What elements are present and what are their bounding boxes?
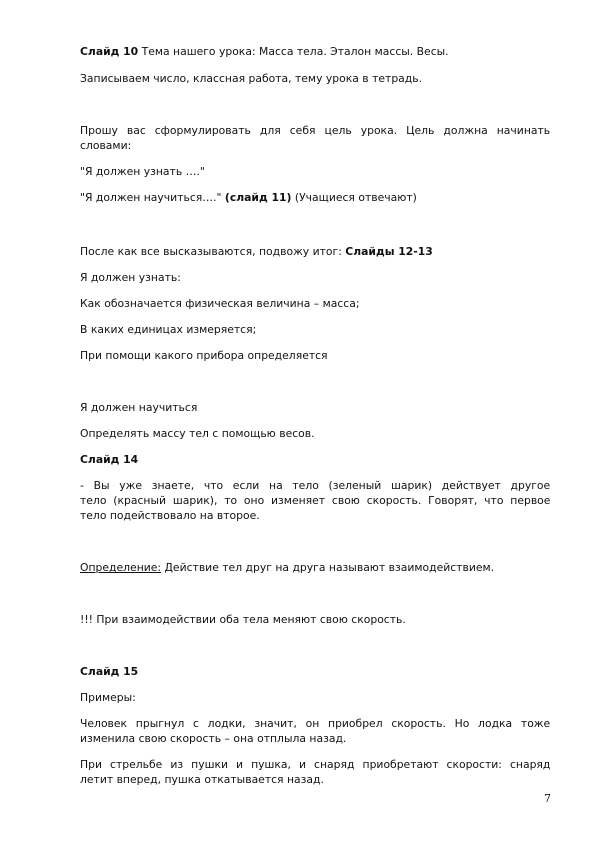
paragraph-text: После как все высказываются, подвожу итог: (80, 245, 346, 258)
paragraph-text: Тема нашего урока: Масса тела. Эталон массы. Весы. (138, 45, 449, 58)
paragraph-text: Человек прыгнул с лодки, значит, он приобрел скорость. Но лодка тоже (80, 717, 551, 730)
definition-paragraph (80, 560, 494, 575)
paragraph-text: словами: (80, 139, 132, 152)
slide-label: Слайд 14 (80, 453, 139, 466)
paragraph-text: "Я должен научиться…." (80, 191, 225, 204)
paragraph-text: Действие тел друг на друга называют взаимодействием. (161, 561, 495, 574)
paragraph-text: - Вы уже знаете, что если на тело (зеленый шарик) действует другое (80, 479, 551, 492)
paragraph-text: Записываем число, классная работа, тему урока в тетрадь. (80, 72, 423, 85)
paragraph-text: летит вперед, пушка откатывается назад. (80, 773, 324, 786)
slide-label: Слайд 10 (80, 45, 139, 58)
paragraph-text: Прошу вас сформулировать для себя цель урока. Цель должна начинать (80, 124, 551, 137)
paragraph-slides-12-13 (80, 244, 433, 259)
paragraph-text: Примеры: (80, 691, 136, 704)
paragraph-text: При стрельбе из пушки и пушка, и снаряд приобретают скорости: снаряд (80, 758, 551, 771)
paragraph-slide-11 (80, 190, 417, 205)
list-item: В каких единицах измеряется; (80, 323, 257, 336)
paragraph-text: изменила свою скорость – она отплыла назад. (80, 732, 347, 745)
definition-label: Определение: (80, 561, 162, 574)
slide-label: (слайд 11) (224, 191, 292, 204)
paragraph-text: Я должен узнать: (80, 271, 181, 284)
list-item: Как обозначается физическая величина – масса; (80, 297, 360, 310)
paragraph-text: "Я должен узнать …." (80, 165, 205, 178)
paragraph-text: тело (красный шарик), то оно изменяет свою скорость. Говорят, что первое (80, 494, 551, 507)
paragraph-text: тело подействовало на второе. (80, 509, 260, 522)
list-item: При помощи какого прибора определяется (80, 349, 328, 362)
slide-label: Слайды 12-13 (345, 245, 433, 258)
paragraph-text: Я должен научиться (80, 401, 198, 414)
list-item: Определять массу тел с помощью весов. (80, 427, 315, 440)
page-number: 7 (544, 792, 551, 805)
paragraph-text: !!! При взаимодействии оба тела меняют свою скорость. (80, 613, 406, 626)
paragraph-slide-10 (80, 44, 449, 59)
paragraph-text: (Учащиеся отвечают) (291, 191, 417, 204)
slide-label: Слайд 15 (80, 665, 139, 678)
